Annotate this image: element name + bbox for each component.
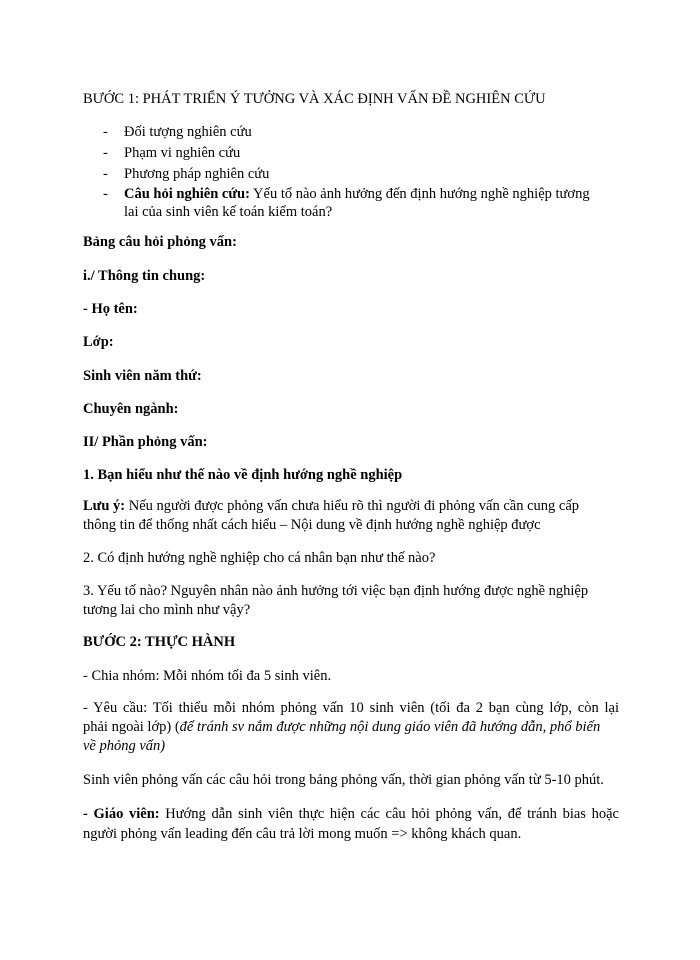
field-major: Chuyên ngành: bbox=[83, 401, 179, 417]
bullet-text: Phương pháp nghiên cứu bbox=[124, 166, 270, 182]
bullet-dash: - bbox=[103, 124, 108, 140]
interview-title: Bảng câu hỏi phỏng vấn: bbox=[83, 234, 237, 250]
research-question-text: Yếu tố nào ảnh hưởng đến định hướng nghề nghiệp tương bbox=[249, 186, 590, 202]
note-label: Lưu ý: bbox=[83, 498, 126, 514]
step1-heading: BƯỚC 1: PHÁT TRIỂN Ý TƯỞNG VÀ XÁC ĐỊNH VẤN ĐỀ NGHIÊN CỨU bbox=[83, 91, 546, 107]
requirement-line2 bbox=[83, 718, 600, 736]
teacher-text: Hướng dẫn sinh viên thực hiện các câu hỏi phỏng vấn, để tránh bias hoặc bbox=[159, 806, 619, 822]
research-question-line1 bbox=[124, 185, 590, 203]
question-2: 2. Có định hướng nghề nghiệp cho cá nhân bạn như thế nào? bbox=[83, 550, 436, 566]
bullet-text: Đối tượng nghiên cứu bbox=[124, 124, 252, 140]
groups-text: - Chia nhóm: Mỗi nhóm tối đa 5 sinh viên. bbox=[83, 668, 332, 684]
requirement-line1: - Yêu cầu: Tối thiểu mỗi nhóm phỏng vấn 10 sinh viên (tối đa 2 bạn cùng lớp, còn lại bbox=[83, 700, 619, 716]
research-question-label: Câu hỏi nghiên cứu: bbox=[124, 186, 250, 202]
field-year: Sinh viên năm thứ: bbox=[83, 368, 202, 384]
bullet-dash: - bbox=[103, 145, 108, 161]
requirement-line3: về phỏng vấn) bbox=[83, 738, 166, 754]
question-3-line2: tương lai cho mình như vậy? bbox=[83, 602, 251, 618]
teacher-label: - Giáo viên: bbox=[83, 806, 160, 822]
bullet-dash: - bbox=[103, 166, 108, 182]
note-line1 bbox=[83, 497, 579, 515]
research-question-line2: lai của sinh viên kế toán kiểm toán? bbox=[124, 204, 333, 220]
bullet-dash: - bbox=[103, 186, 108, 202]
teacher-line2: người phỏng vấn leading đến câu trả lời mong muốn => không khách quan. bbox=[83, 826, 522, 842]
question-3-line1: 3. Yếu tố nào? Nguyên nhân nào ảnh hưởng tới việc bạn định hướng được nghề nghiệp bbox=[83, 583, 589, 599]
note-line2: thông tin để thống nhất cách hiểu – Nội dung về định hướng nghề nghiệp được bbox=[83, 517, 541, 533]
field-name: - Họ tên: bbox=[83, 301, 138, 317]
teacher-line1 bbox=[83, 805, 619, 823]
bullet-text: Phạm vi nghiên cứu bbox=[124, 145, 241, 161]
interview-part-title: II/ Phần phỏng vấn: bbox=[83, 434, 208, 450]
step2-heading: BƯỚC 2: THỰC HÀNH bbox=[83, 634, 236, 650]
interview-time-text: Sinh viên phỏng vấn các câu hỏi trong bảng phỏng vấn, thời gian phỏng vấn từ 5-10 phút. bbox=[83, 772, 604, 788]
note-text: Nếu người được phỏng vấn chưa hiểu rõ thì người đi phỏng vấn cần cung cấp bbox=[125, 498, 580, 514]
field-class: Lớp: bbox=[83, 334, 114, 350]
general-info-title: i./ Thông tin chung: bbox=[83, 268, 206, 284]
requirement-italic: để tránh sv nắm được những nội dung giáo viên đã hướng dẫn, phổ biến bbox=[179, 719, 601, 735]
question-1: 1. Bạn hiểu như thế nào về định hướng nghề nghiệp bbox=[83, 467, 403, 483]
requirement-plain: phải ngoài lớp) ( bbox=[83, 719, 180, 735]
